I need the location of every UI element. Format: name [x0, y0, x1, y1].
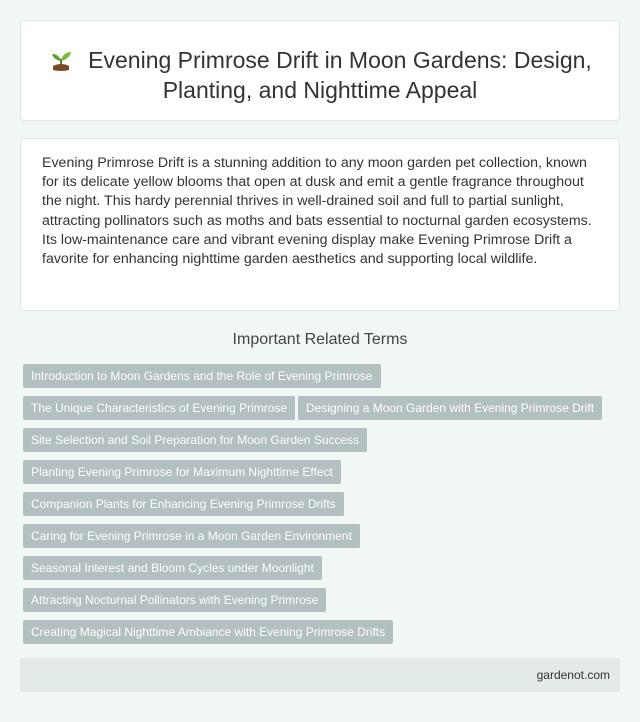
related-term-tag[interactable]: The Unique Characteristics of Evening Primrose: [23, 396, 295, 420]
related-term-tag[interactable]: Planting Evening Primrose for Maximum Nighttime Effect: [23, 460, 341, 484]
related-terms-heading: Important Related Terms: [232, 331, 408, 348]
sprout-icon: [48, 46, 74, 72]
page-title-text: Evening Primrose Drift in Moon Gardens: Design, Planting, and Nighttime Appeal: [88, 47, 592, 103]
related-term-tag[interactable]: Designing a Moon Garden with Evening Primrose Drift: [298, 396, 602, 420]
related-term-tag[interactable]: Companion Plants for Enhancing Evening Primrose Drifts: [23, 492, 344, 516]
title-card: [20, 20, 620, 121]
related-term-tag[interactable]: Seasonal Interest and Bloom Cycles under Moonlight: [23, 556, 322, 580]
related-term-tag[interactable]: Site Selection and Soil Preparation for Moon Garden Success: [23, 428, 367, 452]
footer-site-link[interactable]: gardenot.com: [536, 668, 610, 682]
related-term-tag[interactable]: Creating Magical Nighttime Ambiance with Evening Primrose Drifts: [23, 620, 393, 644]
related-term-tag[interactable]: Attracting Nocturnal Pollinators with Evening Primrose: [23, 588, 326, 612]
page-title: [21, 45, 619, 105]
related-term-tag[interactable]: Introduction to Moon Gardens and the Role of Evening Primrose: [23, 364, 381, 388]
intro-card: [20, 138, 620, 311]
intro-paragraph: Evening Primrose Drift is a stunning addition to any moon garden pet collection, known for its delicate yellow blooms that open at dusk and emit a gentle fragrance throughout the night. This hardy perennial thrives in well-drained soil and full to partial sunlight, attracting pollinators such as moths and bats essential to nocturnal garden ecosystems. Its low-maintenance care and vibrant evening display make Evening Primrose Drift a favorite for enhancing nighttime garden aesthetics and supporting local wildlife.: [42, 155, 592, 268]
footer: [20, 658, 620, 692]
related-term-tag[interactable]: Caring for Evening Primrose in a Moon Garden Environment: [23, 524, 360, 548]
